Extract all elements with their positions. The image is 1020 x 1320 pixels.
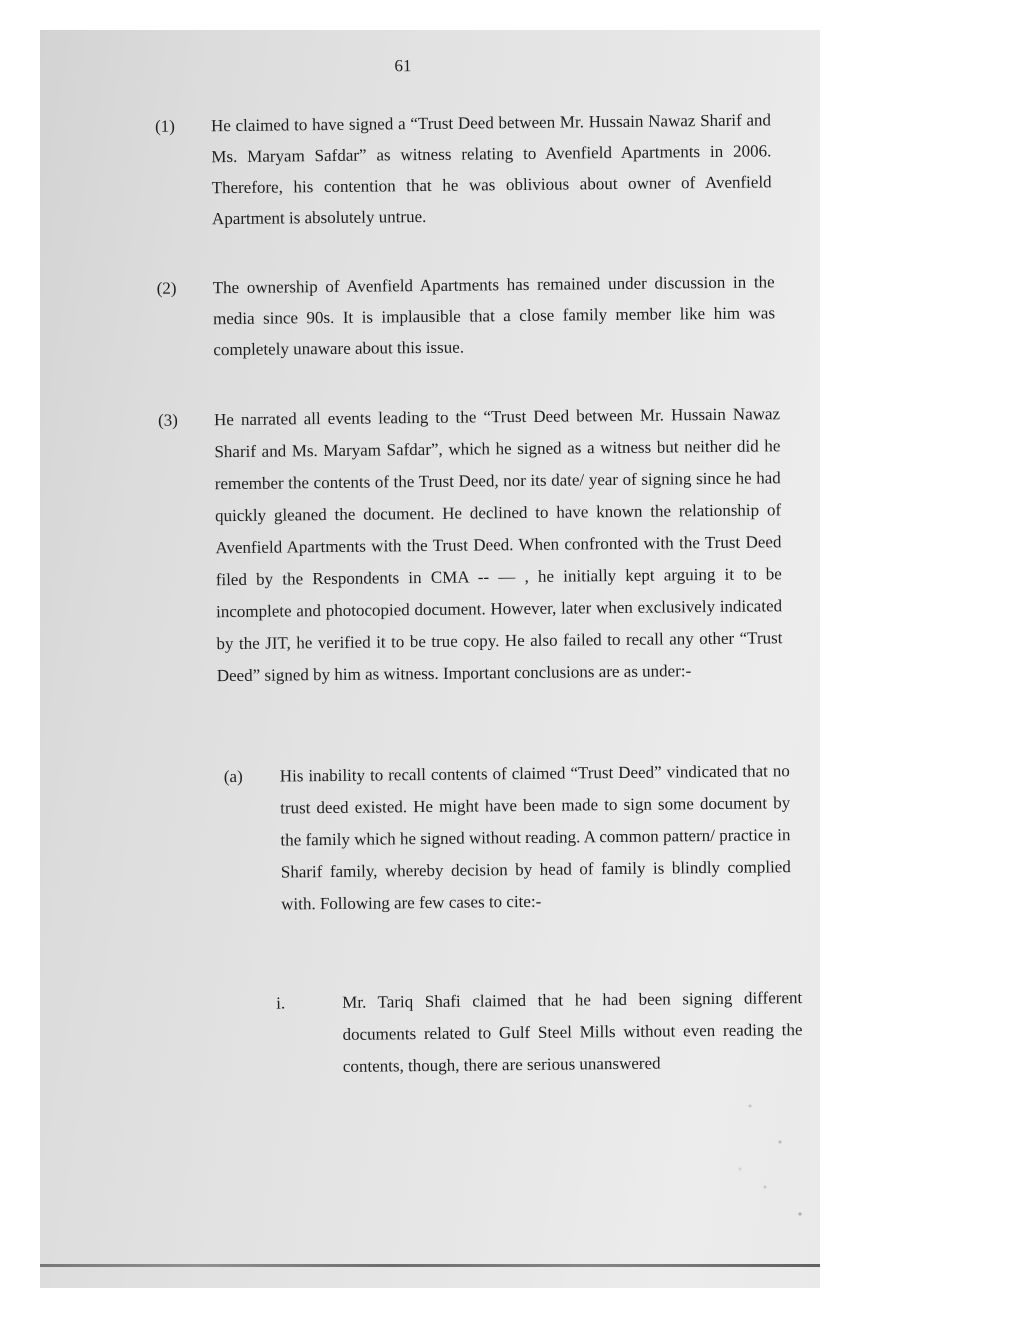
paper-speckles: [720, 1070, 820, 1250]
paragraph-3-text: He narrated all events leading to the “Trust Deed between Mr. Hussain Nawaz Sharif and Ms. Maryam Safdar”, which he signed as a witness but neither did he remember the contents of the Trust Deed, nor its date/ year of signing since he had quickly gleaned the document. He declined to have known the relationship of Avenfield Apartments with the Trust Deed. When confronted with the Trust Deed filed by the Respondents in CMA -- — , he initially kept arguing it to be incomplete and photocopied document. However, later when exclusively indicated by the JIT, he verified it to be true copy. He also failed to recall any other “Trust Deed” signed by him as witness. Important conclusions are as under:-: [213, 404, 783, 686]
document-photo: [40, 30, 820, 1288]
subparagraph-i-marker: i.: [276, 993, 286, 1013]
subparagraph-a-text: His inability to recall contents of claimed “Trust Deed” vindicated that no trust deed existed. He might have been made to sign some document by the family which he signed without reading. A common pattern/ practice in Sharif family, whereby decision by head of family is blindly complied with. Following are few cases to cite:-: [279, 761, 791, 914]
document-page: [40, 30, 820, 1288]
page-number: 61: [394, 56, 412, 76]
paragraph-2-text: The ownership of Avenfield Apartments has remained under discussion in the media since 90s. It is implausible that a close family member like him was completely unaware about this issue.: [212, 272, 776, 360]
paragraph-3-marker: (3): [157, 410, 179, 430]
paragraph-1-marker: (1): [154, 116, 175, 136]
bottom-edge-line: [40, 1264, 820, 1267]
paragraph-2-marker: (2): [156, 278, 177, 298]
subparagraph-a-marker: (a): [223, 766, 243, 787]
subparagraph-i-text: Mr. Tariq Shafi claimed that he had been signing different documents related to Gulf Steel Mills without even reading the contents, though, there are serious unanswered: [342, 988, 803, 1076]
paragraph-1-text: He claimed to have signed a “Trust Deed between Mr. Hussain Nawaz Sharif and Ms. Maryam Safdar” as witness relating to Avenfield Apartments in 2006. Therefore, his contention that he was oblivious about owner of Avenfield Apartment is absolutely untrue.: [210, 110, 772, 229]
